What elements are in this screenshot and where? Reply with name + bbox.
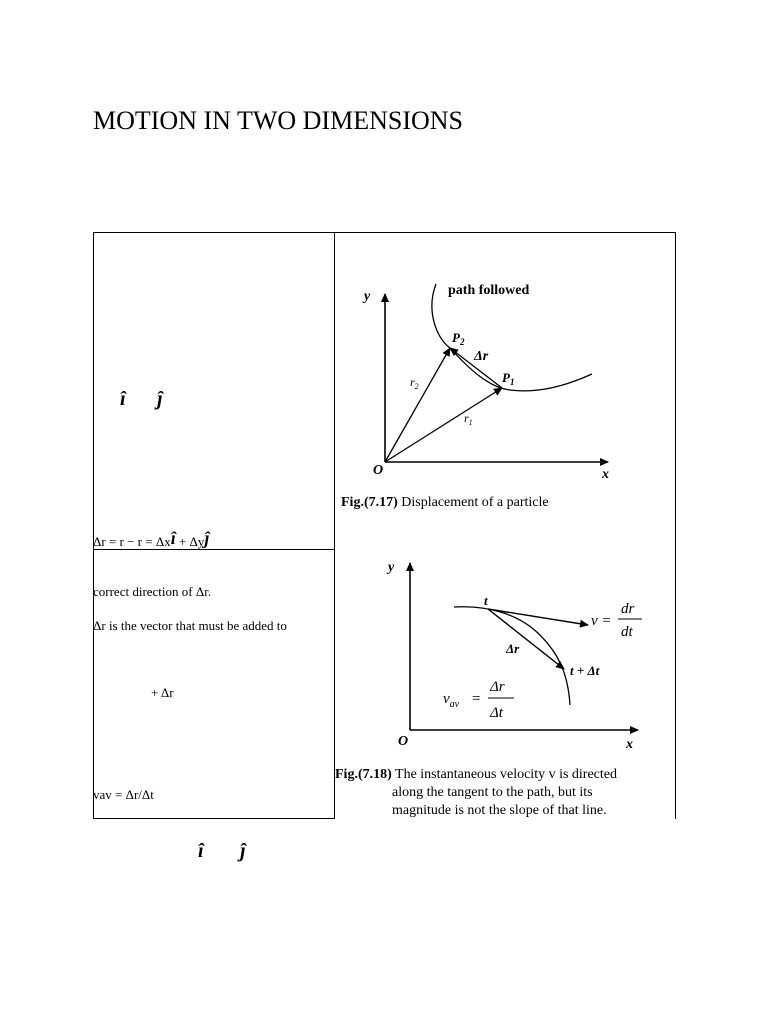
fig18-t-label: t bbox=[484, 593, 488, 608]
fig18-frac-denominator: Δt bbox=[490, 705, 503, 721]
displacement-eq-mid: + Δy bbox=[175, 534, 205, 549]
table-bottom-border bbox=[93, 818, 335, 819]
fig17-caption-number: Fig.(7.17) bbox=[341, 495, 398, 510]
fig17-y-label: y bbox=[364, 289, 371, 304]
fig17-origin-label: O bbox=[373, 463, 384, 478]
vector-added-text: Δr is the vector that must be added to bbox=[93, 618, 287, 633]
fig18-dr-vector bbox=[488, 609, 564, 669]
figure-7-18 bbox=[380, 555, 660, 755]
fig17-p2-label: $P_2$ bbox=[452, 330, 465, 347]
fig18-dt-denominator: dt bbox=[621, 624, 633, 640]
fig18-t-plus-dt-label: t + Δt bbox=[570, 663, 600, 678]
fig18-caption-number: Fig.(7.18) bbox=[335, 767, 392, 782]
fig18-vav-label: $v_{av}$ bbox=[443, 691, 460, 710]
table-top-border bbox=[93, 232, 676, 233]
fig18-x-label: x bbox=[626, 737, 633, 752]
bottom-unit-vector-j: ĵ bbox=[240, 840, 246, 862]
fig18-caption bbox=[335, 766, 667, 820]
fig18-dr-numerator: dr bbox=[621, 601, 635, 617]
displacement-eq-j: ĵ bbox=[204, 528, 210, 548]
table-right-border bbox=[675, 232, 676, 819]
fig17-dr-label: Δr bbox=[474, 349, 489, 364]
fig17-x-label: x bbox=[602, 467, 609, 482]
table-middle-divider bbox=[334, 232, 335, 819]
fig18-velocity-tangent bbox=[488, 609, 588, 625]
fig17-caption-text: Displacement of a particle bbox=[397, 495, 549, 510]
table-left-border bbox=[93, 232, 94, 819]
fig18-origin-label: O bbox=[398, 734, 409, 749]
fig18-caption-line3: magnitude is not the slope of that line. bbox=[392, 803, 607, 818]
fig17-p1-label: $P_1$ bbox=[502, 370, 515, 387]
fig18-frac-numerator: Δr bbox=[490, 679, 505, 695]
fig18-caption-text-1: The instantaneous velocity v is directed bbox=[391, 767, 618, 782]
vav-equation: vav = Δr/Δt bbox=[93, 787, 154, 802]
displacement-equation bbox=[93, 528, 209, 550]
fig18-vav-equals: = bbox=[472, 691, 481, 707]
fig17-r2-label: $r_2$ bbox=[410, 375, 419, 391]
unit-vector-i: î bbox=[120, 388, 126, 410]
displacement-eq-prefix: Δr = r − r = Δx bbox=[93, 534, 171, 549]
fig17-r2-vector bbox=[385, 348, 450, 462]
displacement-eq-i: î bbox=[170, 528, 176, 548]
page-title: MOTION IN TWO DIMENSIONS bbox=[93, 106, 463, 135]
unit-vector-j: ĵ bbox=[157, 388, 163, 410]
figure-7-17 bbox=[340, 270, 630, 490]
fig18-caption-line2: along the tangent to the path, but its bbox=[392, 785, 593, 800]
fig17-caption bbox=[341, 494, 549, 512]
fig17-path-label: path followed bbox=[448, 283, 530, 298]
bottom-unit-vector-i: î bbox=[198, 840, 204, 862]
plus-dr-text: + Δr bbox=[151, 685, 174, 700]
fig17-r1-vector bbox=[385, 388, 502, 462]
fig18-y-label: y bbox=[388, 560, 395, 575]
fig18-dr-label: Δr bbox=[506, 641, 520, 656]
fig17-r1-label: $r_1$ bbox=[464, 411, 473, 427]
fig18-v-label: v = bbox=[591, 613, 612, 629]
fig18-caption-line1 bbox=[335, 766, 667, 784]
correct-direction-text: correct direction of Δr. bbox=[93, 584, 212, 599]
